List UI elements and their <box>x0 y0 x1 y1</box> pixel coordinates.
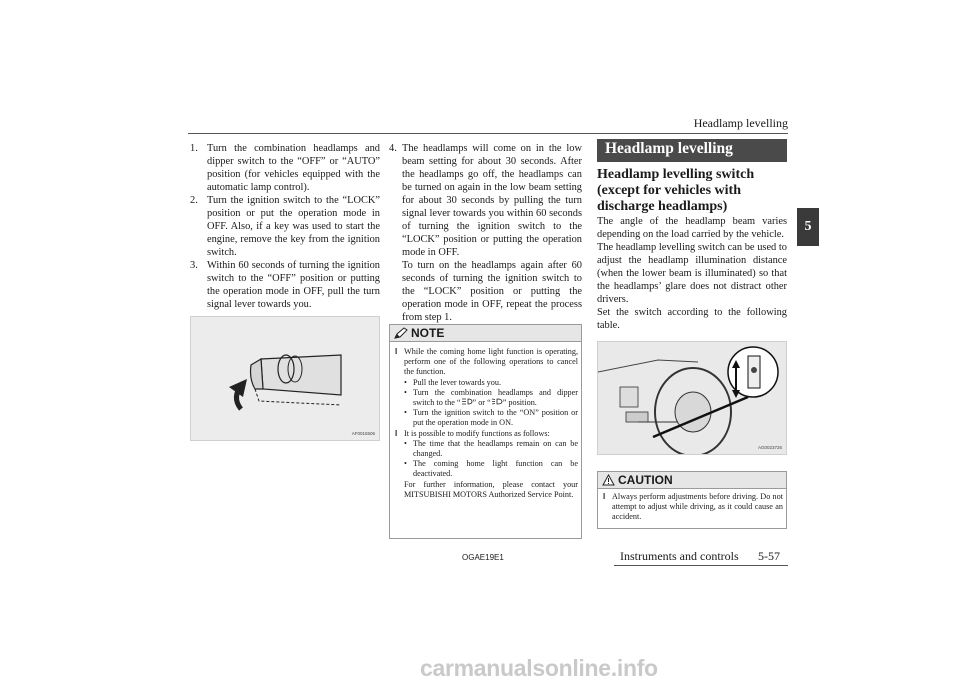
section-title-bar <box>597 139 787 162</box>
step-text: The headlamps will come on in the low beam setting for about 30 seconds. After the headlamps go off, the headlamps can be turned on again in the low beam setting for about 30 seconds by pulling the turn signal lever towards you within 60 seconds of turning the ignition switch to the “LOCK” position or putting the operation mode in OFF. <box>402 143 582 258</box>
procedure-steps-1-3 <box>190 142 380 311</box>
note-subitem-text: Turn the combination headlamps and dipper switch to the “ <box>413 387 578 408</box>
note-bullet-text: It is possible to modify functions as follows: <box>404 428 550 438</box>
note-subitem: • Pull the lever towards you. <box>404 378 578 388</box>
step-3 <box>190 259 380 311</box>
running-header: Headlamp levelling <box>693 116 788 130</box>
pencil-icon <box>394 327 408 339</box>
step-1 <box>190 142 380 194</box>
dipper-off-icon <box>461 398 473 405</box>
procedure-step-4 <box>389 142 582 324</box>
paragraph: The angle of the headlamp beam varies depending on the load carried by the vehicle. <box>597 216 787 240</box>
caution-box <box>597 471 787 529</box>
step-text: Turn the combination headlamps and dipper switch to the “OFF” or “AUTO” position (for vehicles equipped with the automatic lamp control). <box>207 143 380 193</box>
section-body <box>597 215 787 332</box>
subsection-title: Headlamp levelling switch (except for vehicles with discharge headlamps) <box>597 167 755 214</box>
figure-code: AG0023726 <box>757 445 782 450</box>
document-code: OGAE19E1 <box>462 553 504 562</box>
chapter-tab: 5 <box>797 208 819 246</box>
step-number: 2. <box>190 195 198 206</box>
turn-signal-lever-figure <box>190 316 380 441</box>
note-subitem-text: Pull the lever towards you. <box>413 377 501 387</box>
note-subitem-text: The coming home light function can be deactivated. <box>413 459 578 479</box>
page-number: 5-57 <box>758 549 780 563</box>
note-bullet <box>395 429 578 439</box>
dashboard-illustration <box>598 342 786 454</box>
step-number: 3. <box>190 260 198 271</box>
note-footer: For further information, please contact your MITSUBISHI MOTORS Authorized Service Point. <box>404 479 578 499</box>
paragraph: The headlamp levelling switch can be used to adjust the headlamp illumination distance (when the lower beam is illuminated) so that the headlamps’ glare does not distract other drivers. <box>597 242 787 305</box>
section-title: Headlamp levelling <box>605 140 733 157</box>
caution-bullet <box>603 492 783 523</box>
note-subitem: • The time that the headlamps remain on can be changed. <box>404 438 578 459</box>
step-number: 1. <box>190 143 198 154</box>
bullet-marker-icon: l <box>395 428 398 438</box>
header-rule <box>188 133 788 134</box>
step-number: 4. <box>389 143 397 154</box>
note-box <box>389 324 582 539</box>
paragraph: Set the switch according to the following table. <box>597 307 787 331</box>
caution-body <box>603 492 783 523</box>
footer-section-name: Instruments and controls <box>620 549 739 563</box>
note-subitem-text: Turn the ignition switch to the “ON” position or put the operation mode in ON. <box>413 408 578 428</box>
note-title: NOTE <box>411 326 445 340</box>
caution-title: CAUTION <box>618 473 673 487</box>
caution-header <box>598 472 786 489</box>
step-text: Within 60 seconds of turning the ignition switch to the “OFF” position or putting the operation mode in OFF, pull the turn signal lever towards you. <box>207 260 380 310</box>
note-subitem-text: ” or “ <box>472 398 491 408</box>
bullet-marker-icon: l <box>395 347 398 356</box>
note-bullet-text: While the coming home light function is operating, perform one of the following operations to cancel the function. <box>404 347 578 377</box>
note-body <box>395 347 578 500</box>
step-4-paragraph: To turn on the headlamps again after 60 seconds of turning the ignition switch to the “LOCK” position or putting the operation mode in OFF, repeat the process from step 1. <box>402 260 582 323</box>
step-2 <box>190 194 380 259</box>
footer-rule <box>614 565 788 566</box>
note-header <box>390 325 581 342</box>
note-subitem: • Turn the combination headlamps and dipper switch to the “ ” or “ ” position. <box>404 387 578 408</box>
watermark: carmanualsonline.info <box>420 655 658 681</box>
step-4 <box>389 142 582 259</box>
note-subitem: • The coming home light function can be deactivated. <box>404 459 578 479</box>
step-text: Turn the ignition switch to the “LOCK” position or put the operation mode in OFF. Also, if a key was used to start the engine, remove the key from the ignition switch. <box>207 195 380 258</box>
lever-illustration <box>191 317 379 440</box>
warning-triangle-icon <box>602 474 615 486</box>
note-bullet <box>395 347 578 378</box>
headlamp-levelling-switch-figure <box>597 341 787 455</box>
caution-text: Always perform adjustments before driving. Do not attempt to adjust while driving, as it could cause an accident. <box>612 492 783 522</box>
low-beam-icon <box>491 398 503 405</box>
note-subitem-text: The time that the headlamps remain on can be changed. <box>413 438 578 459</box>
bullet-marker-icon: l <box>603 492 606 501</box>
note-subitem: • Turn the ignition switch to the “ON” position or put the operation mode in ON. <box>404 408 578 428</box>
figure-code: AF0015506 <box>351 431 375 436</box>
note-subitem-text: ” position. <box>502 398 537 408</box>
